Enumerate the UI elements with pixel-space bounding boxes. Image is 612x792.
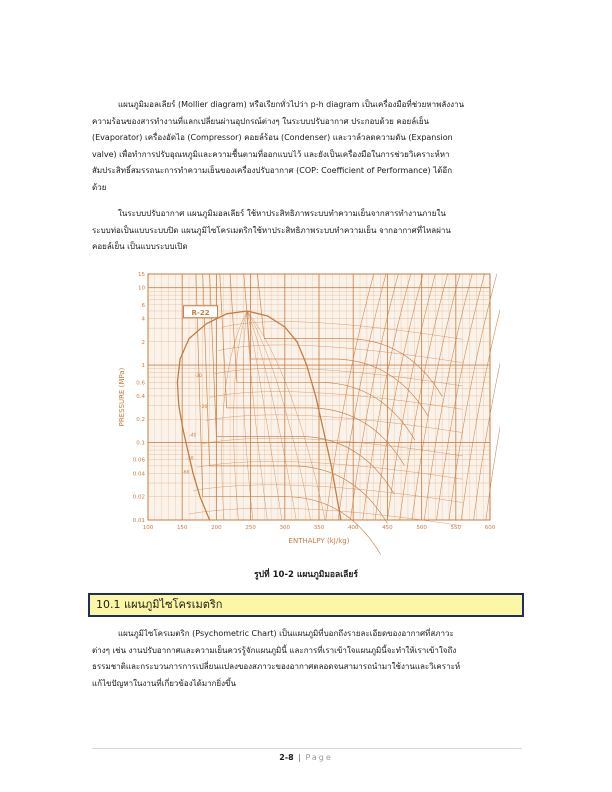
y-tick-label: 6 [141, 302, 145, 309]
text-line: ระบบท่อเป็นแบบระบบปิด แผนภูมิไซโครเมตริกใช้หาประสิทธิภาพระบบทำความเย็น จากอากาศที่ไหลผ่าน [92, 225, 451, 235]
text-line: valve) เพื่อทำการปรับอุณหภูมิและความชื้นตามที่ออกแบบไว้ และยังเป็นเครื่องมือในการช่วยวิเคราะห์หา [92, 149, 450, 159]
text-line: ธรรมชาติและกระบวนการการเปลี่ยนแปลงของสภาวะของอากาศตลอดจนสามารถนำมาใช้งานและวิเคราะห์ [92, 662, 461, 671]
mollier-diagram-figure [115, 268, 500, 558]
temperature-annotation: -60 [182, 470, 190, 476]
text-line: ในระบบปรับอากาศ แผนภูมิมอลเลียร์ ใช้หาประสิทธิภาพระบบทำความเย็นจากสารทำงานภายใน [118, 209, 446, 218]
footer-separator: | [298, 753, 301, 762]
x-tick-label: 500 [416, 525, 427, 531]
x-tick-label: 400 [347, 525, 359, 531]
temperature-annotation: -40 [189, 433, 197, 439]
text-line: แผนภูมิไซโครเมตริก (Psychometric Chart) เป็นแผนภูมิที่บอกถึงรายละเอียดของอากาศที่สภาวะ [118, 629, 454, 638]
y-tick-label: 10 [138, 285, 145, 292]
text-line: ความร้อนของสารทำงานที่แลกเปลี่ยนผ่านอุปกรณ์ต่างๆ ในระบบปรับอากาศ ประกอบด้วย คอยล์เย็น [92, 116, 430, 126]
text-line: แก้ไขปัญหาในงานที่เกี่ยวข้องได้มากยิ่งขึ้น [92, 678, 236, 688]
text-line: ต่างๆ เช่น งานปรับอากาศและความเย็นควรรู้จักแผนภูมินี้ และการที่เราเข้าใจแผนภูมินี้จะทำให้เราเข้าใจถึง [92, 645, 457, 655]
x-axis-label: ENTHALPY (kJ/kg) [288, 537, 350, 545]
x-tick-label: 600 [484, 525, 496, 531]
footer-divider [92, 748, 522, 749]
text-line: (Evaporator) เครื่องอัดไอ (Compressor) คอยล์ร้อน (Condenser) และวาล์วลดความดัน (Expansion [92, 133, 453, 142]
x-tick-label: 200 [211, 525, 222, 531]
y-tick-label: 0.6 [136, 380, 145, 387]
text-line: คอยล์เย็น เป็นแบบระบบเปิด [92, 242, 188, 251]
figure-caption: รูปที่ 10-2 แผนภูมิมอลเลียร์ [254, 570, 358, 580]
y-tick-label: 0.2 [136, 417, 145, 424]
y-tick-label: 15 [138, 272, 145, 278]
page-word: Page [305, 753, 333, 762]
y-tick-label: 4 [141, 316, 145, 323]
system-paragraph [92, 206, 522, 256]
x-tick-label: 300 [279, 525, 291, 531]
y-axis-label: PRESSURE (MPa) [118, 367, 126, 427]
text-line: ด้วย [92, 182, 107, 192]
x-tick-label: 450 [382, 525, 393, 531]
x-tick-label: 150 [176, 525, 188, 531]
y-tick-label: 0.4 [136, 393, 145, 400]
x-tick-label: 100 [142, 525, 154, 531]
text-line: สัมประสิทธิ์สมรรถนะการทำความเย็นของเครื่องปรับอากาศ (COP: Coefficient of Performance) ได้อีก [92, 166, 453, 175]
x-tick-label: 250 [245, 525, 256, 531]
temperature-annotation: -20 [199, 404, 208, 410]
mollier-chart [115, 268, 500, 558]
temperature-annotation: -50 [186, 456, 194, 462]
y-tick-label: 0.02 [132, 494, 145, 501]
page-number: 2-8 [279, 753, 294, 762]
intro-paragraph [92, 97, 522, 196]
y-tick-label: 2 [141, 339, 145, 346]
x-tick-label: 350 [313, 525, 325, 531]
page-footer [0, 753, 612, 762]
y-tick-label: 0.01 [132, 518, 145, 524]
text-line: แผนภูมิมอลเลียร์ (Mollier diagram) หรือเรียกทั่วไปว่า p-h diagram เป็นเครื่องมือที่ช่วยหาพลังงาน [118, 100, 465, 109]
y-tick-label: 0.06 [132, 457, 145, 464]
y-tick-label: 1 [141, 363, 145, 370]
section-heading: 10.1 แผนภูมิไซโครเมตริก [88, 593, 524, 617]
y-tick-label: 0.1 [136, 440, 145, 447]
temperature-annotation: -30 [194, 374, 202, 380]
psychrometric-paragraph [92, 626, 522, 692]
y-tick-label: 0.04 [132, 471, 145, 478]
x-tick-label: 550 [450, 525, 462, 531]
refrigerant-label: R-22 [191, 308, 210, 317]
